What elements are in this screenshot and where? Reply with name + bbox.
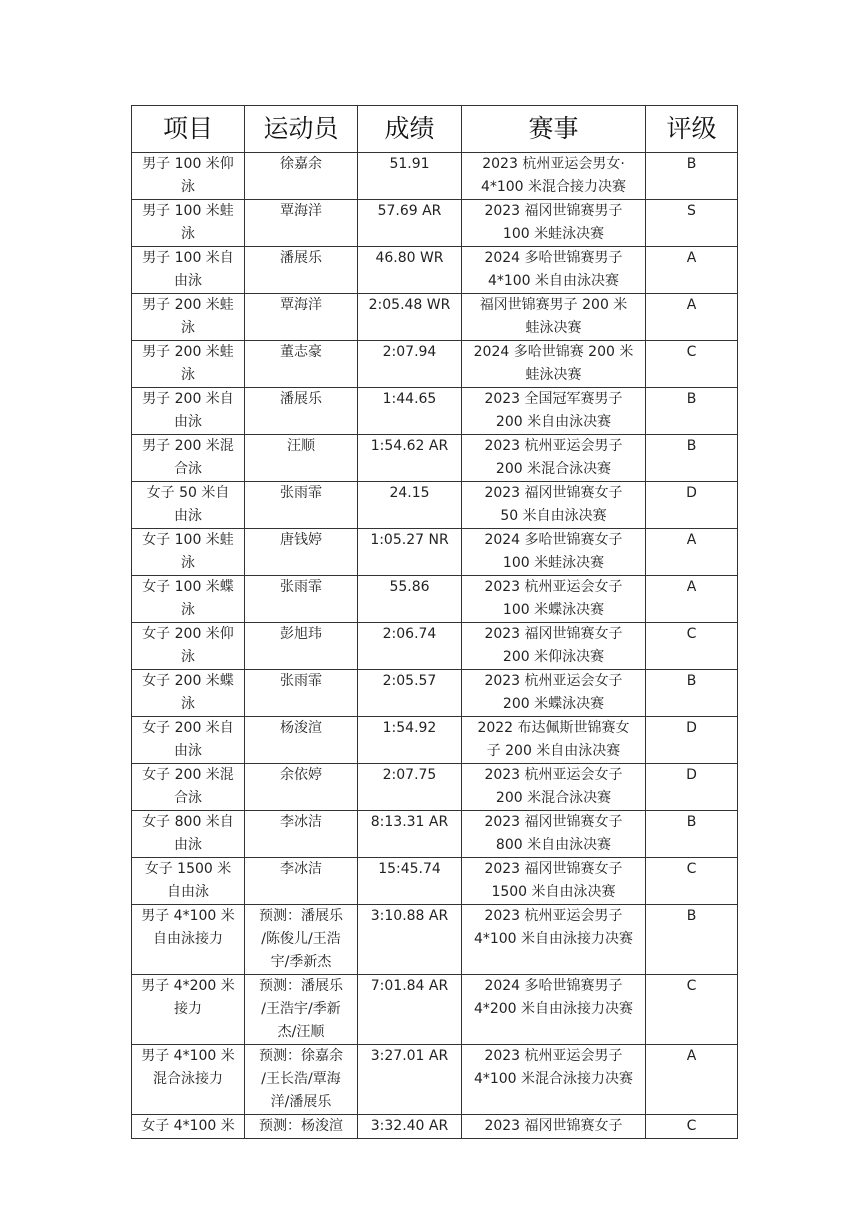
result-cell (358, 435, 462, 482)
event-cell (132, 153, 245, 200)
result-cell-text: 57.69 AR (377, 203, 442, 219)
event-cell-text: 女子 100 米蝶 泳 (142, 579, 234, 618)
athlete-cell-text: 覃海洋 (280, 203, 322, 219)
result-cell (358, 1115, 462, 1139)
result-cell-text: 55.86 (389, 579, 430, 595)
competition-cell-text: 2023 全国冠军赛男子 200 米自由泳决赛 (484, 391, 623, 430)
event-cell (132, 1115, 245, 1139)
grade-cell-text: A (686, 1048, 697, 1064)
competition-cell (462, 529, 646, 576)
result-cell-text: 51.91 (389, 156, 430, 172)
results-table (131, 105, 738, 1139)
athlete-cell (245, 858, 358, 905)
table-row (132, 975, 738, 1045)
competition-cell (462, 576, 646, 623)
event-cell-text: 男子 200 米蛙 泳 (142, 344, 234, 383)
event-cell (132, 247, 245, 294)
grade-cell (646, 764, 738, 811)
grade-cell-text: C (686, 861, 697, 877)
event-cell (132, 576, 245, 623)
result-cell (358, 717, 462, 764)
table-row (132, 341, 738, 388)
table-row (132, 200, 738, 247)
header-row (132, 106, 738, 153)
result-cell-text: 1:54.62 AR (370, 438, 449, 454)
event-cell-text: 男子 4*100 米 混合泳接力 (141, 1048, 235, 1087)
athlete-cell-text: 覃海洋 (280, 297, 322, 313)
competition-cell (462, 482, 646, 529)
event-cell-text: 男子 200 米混 合泳 (142, 438, 234, 477)
table-row (132, 905, 738, 975)
athlete-cell-text: 董志豪 (280, 344, 322, 360)
event-cell-text: 女子 200 米自 由泳 (142, 720, 234, 759)
table-row (132, 623, 738, 670)
athlete-cell-text: 预测：杨浚渲 (259, 1118, 343, 1134)
athlete-cell-text: 徐嘉余 (280, 156, 322, 172)
grade-cell-text: B (686, 673, 697, 689)
result-cell-text: 3:27.01 AR (370, 1048, 449, 1064)
result-cell (358, 764, 462, 811)
grade-cell (646, 247, 738, 294)
competition-cell-text: 2023 杭州亚运会男子 4*100 米混合泳接力决赛 (473, 1048, 634, 1087)
grade-cell-text: B (686, 908, 697, 924)
event-cell (132, 200, 245, 247)
table-row (132, 576, 738, 623)
athlete-cell-text: 潘展乐 (280, 250, 322, 266)
athlete-cell-text: 杨浚渲 (280, 720, 322, 736)
competition-cell (462, 1045, 646, 1115)
result-cell-text: 2:05.57 (382, 673, 437, 689)
table-row (132, 529, 738, 576)
event-cell (132, 341, 245, 388)
competition-cell (462, 153, 646, 200)
result-cell-text: 1:05.27 NR (370, 532, 449, 548)
competition-cell-text: 2022 布达佩斯世锦赛女 子 200 米自由泳决赛 (477, 720, 630, 759)
athlete-cell (245, 341, 358, 388)
result-cell-text: 3:10.88 AR (370, 908, 449, 924)
athlete-cell (245, 1115, 358, 1139)
table-row (132, 811, 738, 858)
event-cell (132, 764, 245, 811)
competition-cell (462, 764, 646, 811)
athlete-cell-text: 李冰洁 (280, 861, 322, 877)
result-cell (358, 529, 462, 576)
result-cell (358, 341, 462, 388)
competition-cell (462, 200, 646, 247)
grade-cell (646, 153, 738, 200)
competition-cell-text: 2023 杭州亚运会女子 100 米蝶泳决赛 (484, 579, 623, 618)
result-cell (358, 975, 462, 1045)
competition-cell-text: 2024 多哈世锦赛男子 4*200 米自由泳接力决赛 (473, 978, 634, 1017)
event-cell (132, 623, 245, 670)
grade-cell (646, 811, 738, 858)
competition-cell (462, 1115, 646, 1139)
event-cell-text: 男子 100 米自 由泳 (142, 250, 234, 289)
grade-cell-text: C (686, 1118, 697, 1134)
result-cell-text: 46.80 WR (375, 250, 444, 266)
result-cell (358, 623, 462, 670)
athlete-cell (245, 482, 358, 529)
competition-cell-text: 2023 杭州亚运会女子 200 米混合泳决赛 (484, 767, 623, 806)
grade-cell-text: A (686, 532, 697, 548)
event-cell (132, 717, 245, 764)
table-row (132, 388, 738, 435)
event-cell (132, 529, 245, 576)
competition-cell-text: 2023 杭州亚运会男子 4*100 米自由泳接力决赛 (473, 908, 634, 947)
competition-cell-text: 2023 福冈世锦赛女子 (484, 1118, 623, 1134)
result-cell-text: 3:32.40 AR (370, 1118, 449, 1134)
competition-cell-text: 福冈世锦赛男子 200 米 蛙泳决赛 (479, 297, 628, 336)
event-cell-text: 男子 100 米仰 泳 (142, 156, 234, 195)
athlete-cell (245, 153, 358, 200)
grade-cell (646, 1045, 738, 1115)
result-cell-text: 2:07.94 (382, 344, 437, 360)
event-cell-text: 男子 200 米自 由泳 (142, 391, 234, 430)
competition-cell (462, 388, 646, 435)
competition-cell (462, 717, 646, 764)
grade-cell-text: D (686, 767, 697, 783)
athlete-cell (245, 294, 358, 341)
competition-cell (462, 435, 646, 482)
grade-cell (646, 200, 738, 247)
result-cell (358, 1045, 462, 1115)
event-cell-text: 男子 4*200 米 接力 (141, 978, 235, 1017)
event-cell-text: 女子 50 米自 由泳 (146, 485, 230, 524)
grade-cell-text: D (686, 720, 697, 736)
competition-cell-text: 2023 杭州亚运会男女· 4*100 米混合接力决赛 (480, 156, 627, 195)
event-cell (132, 670, 245, 717)
result-cell-text: 1:44.65 (382, 391, 437, 407)
grade-cell-text: C (686, 344, 697, 360)
athlete-cell (245, 623, 358, 670)
athlete-cell (245, 435, 358, 482)
competition-cell-text: 2023 福冈世锦赛女子 50 米自由泳决赛 (484, 485, 623, 524)
grade-cell (646, 529, 738, 576)
grade-cell-text: A (686, 250, 697, 266)
competition-cell-text: 2023 杭州亚运会男子 200 米混合泳决赛 (484, 438, 623, 477)
result-cell (358, 200, 462, 247)
result-cell (358, 670, 462, 717)
table-row (132, 482, 738, 529)
athlete-cell (245, 1045, 358, 1115)
grade-cell-text: A (686, 297, 697, 313)
grade-cell-text: S (687, 203, 696, 219)
competition-cell (462, 341, 646, 388)
event-cell (132, 388, 245, 435)
competition-cell (462, 858, 646, 905)
grade-cell-text: C (686, 626, 697, 642)
result-cell-text: 2:07.75 (382, 767, 437, 783)
table-row (132, 247, 738, 294)
header-athlete: 运动员 (245, 106, 358, 153)
athlete-cell-text: 彭旭玮 (280, 626, 322, 642)
athlete-cell-text: 预测：徐嘉余 /王长浩/覃海 洋/潘展乐 (259, 1048, 343, 1110)
result-cell (358, 294, 462, 341)
competition-cell (462, 975, 646, 1045)
table-row (132, 435, 738, 482)
athlete-cell-text: 张雨霏 (280, 485, 322, 501)
event-cell-text: 男子 4*100 米 自由泳接力 (141, 908, 235, 947)
result-cell (358, 905, 462, 975)
result-cell-text: 15:45.74 (378, 861, 441, 877)
grade-cell (646, 1115, 738, 1139)
athlete-cell-text: 预测：潘展乐 /王浩宇/季新 杰/汪顺 (259, 978, 343, 1040)
athlete-cell-text: 余依婷 (280, 767, 322, 783)
result-cell (358, 388, 462, 435)
competition-cell-text: 2024 多哈世锦赛女子 100 米蛙泳决赛 (484, 532, 623, 571)
event-cell-text: 女子 200 米混 合泳 (142, 767, 234, 806)
table-row (132, 294, 738, 341)
competition-cell-text: 2023 福冈世锦赛男子 100 米蛙泳决赛 (484, 203, 623, 242)
competition-cell-text: 2023 杭州亚运会女子 200 米蝶泳决赛 (484, 673, 623, 712)
athlete-cell (245, 247, 358, 294)
table-body (132, 153, 738, 1139)
grade-cell (646, 388, 738, 435)
event-cell-text: 女子 4*100 米 (141, 1118, 235, 1134)
result-cell-text: 24.15 (389, 485, 430, 501)
competition-cell (462, 623, 646, 670)
grade-cell (646, 623, 738, 670)
competition-cell (462, 811, 646, 858)
competition-cell-text: 2023 福冈世锦赛女子 200 米仰泳决赛 (484, 626, 623, 665)
grade-cell (646, 670, 738, 717)
event-cell-text: 女子 200 米蝶 泳 (142, 673, 234, 712)
athlete-cell (245, 576, 358, 623)
athlete-cell-text: 张雨霏 (280, 673, 322, 689)
grade-cell-text: B (686, 391, 697, 407)
athlete-cell (245, 975, 358, 1045)
competition-cell (462, 247, 646, 294)
result-cell-text: 7:01.84 AR (370, 978, 449, 994)
result-cell-text: 2:05.48 WR (368, 297, 451, 313)
event-cell-text: 女子 200 米仰 泳 (142, 626, 234, 665)
athlete-cell (245, 764, 358, 811)
table-row (132, 858, 738, 905)
table-row (132, 153, 738, 200)
table-row (132, 1045, 738, 1115)
result-cell (358, 576, 462, 623)
result-cell-text: 2:06.74 (382, 626, 437, 642)
grade-cell-text: B (686, 814, 697, 830)
event-cell (132, 482, 245, 529)
event-cell (132, 975, 245, 1045)
athlete-cell (245, 529, 358, 576)
athlete-cell-text: 张雨霏 (280, 579, 322, 595)
result-cell (358, 482, 462, 529)
table-row (132, 670, 738, 717)
event-cell (132, 858, 245, 905)
grade-cell (646, 341, 738, 388)
grade-cell-text: C (686, 978, 697, 994)
grade-cell (646, 482, 738, 529)
athlete-cell-text: 李冰洁 (280, 814, 322, 830)
competition-cell (462, 294, 646, 341)
grade-cell (646, 294, 738, 341)
competition-cell-text: 2023 福冈世锦赛女子 800 米自由泳决赛 (484, 814, 623, 853)
athlete-cell (245, 670, 358, 717)
result-cell-text: 1:54.92 (382, 720, 437, 736)
grade-cell (646, 975, 738, 1045)
result-cell (358, 153, 462, 200)
athlete-cell (245, 717, 358, 764)
event-cell-text: 男子 100 米蛙 泳 (142, 203, 234, 242)
table-row (132, 764, 738, 811)
grade-cell (646, 717, 738, 764)
competition-cell (462, 905, 646, 975)
event-cell (132, 294, 245, 341)
result-cell (358, 811, 462, 858)
header-result: 成绩 (358, 106, 462, 153)
athlete-cell-text: 唐钱婷 (280, 532, 322, 548)
header-competition: 赛事 (462, 106, 646, 153)
grade-cell (646, 858, 738, 905)
competition-cell-text: 2023 福冈世锦赛女子 1500 米自由泳决赛 (484, 861, 623, 900)
athlete-cell-text: 预测：潘展乐 /陈俊儿/王浩 宇/季新杰 (259, 908, 343, 970)
athlete-cell (245, 905, 358, 975)
result-cell (358, 858, 462, 905)
header-event: 项目 (132, 106, 245, 153)
event-cell-text: 女子 800 米自 由泳 (142, 814, 234, 853)
competition-cell-text: 2024 多哈世锦赛男子 4*100 米自由泳决赛 (484, 250, 623, 289)
competition-cell (462, 670, 646, 717)
grade-cell (646, 576, 738, 623)
athlete-cell-text: 汪顺 (287, 438, 315, 454)
athlete-cell (245, 811, 358, 858)
grade-cell-text: D (686, 485, 697, 501)
athlete-cell-text: 潘展乐 (280, 391, 322, 407)
result-cell-text: 8:13.31 AR (370, 814, 449, 830)
grade-cell-text: A (686, 579, 697, 595)
header-grade: 评级 (646, 106, 738, 153)
grade-cell-text: B (686, 156, 697, 172)
grade-cell-text: B (686, 438, 697, 454)
event-cell (132, 811, 245, 858)
event-cell-text: 女子 1500 米 自由泳 (144, 861, 232, 900)
athlete-cell (245, 388, 358, 435)
event-cell-text: 男子 200 米蛙 泳 (142, 297, 234, 336)
event-cell-text: 女子 100 米蛙 泳 (142, 532, 234, 571)
event-cell (132, 435, 245, 482)
grade-cell (646, 905, 738, 975)
grade-cell (646, 435, 738, 482)
competition-cell-text: 2024 多哈世锦赛 200 米 蛙泳决赛 (473, 344, 634, 383)
table-row (132, 1115, 738, 1139)
result-cell (358, 247, 462, 294)
table-row (132, 717, 738, 764)
event-cell (132, 1045, 245, 1115)
event-cell (132, 905, 245, 975)
athlete-cell (245, 200, 358, 247)
